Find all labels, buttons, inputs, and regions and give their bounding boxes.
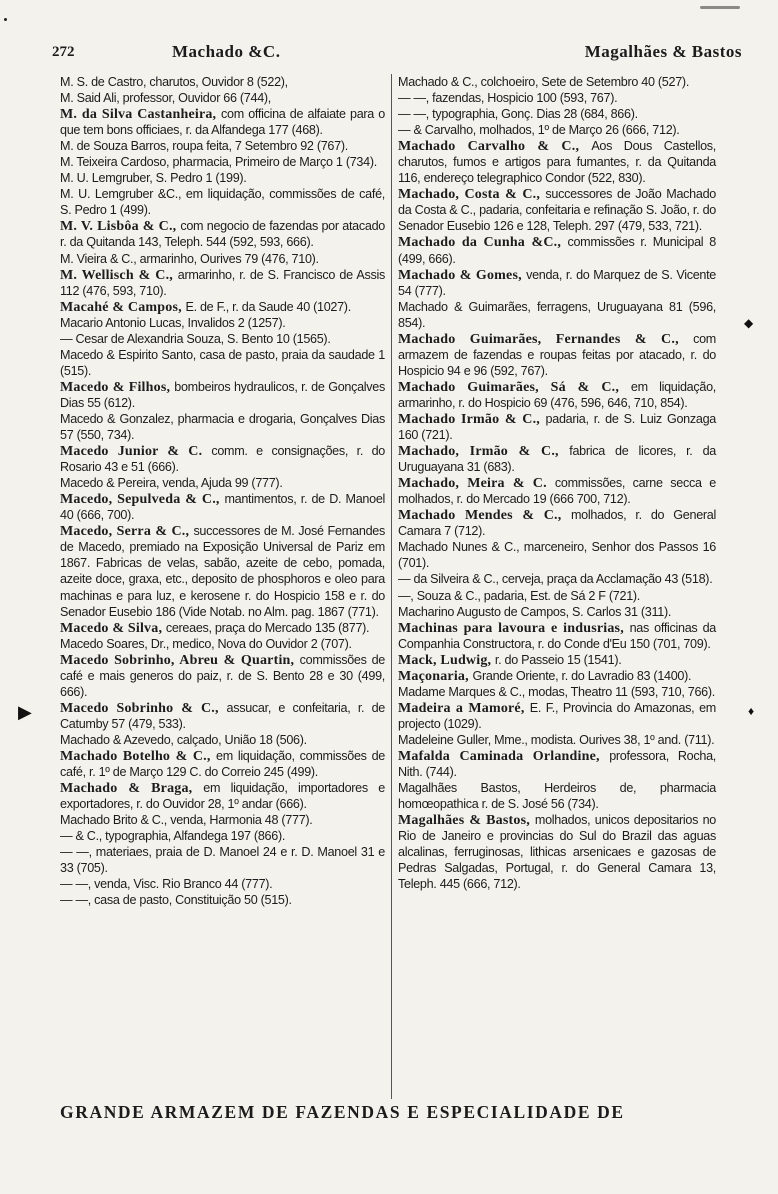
- entry-text: em liquidação, importadores e exportadores, r. do Ouvidor 28, 1º andar (666).: [60, 781, 385, 812]
- directory-entry: [60, 267, 385, 299]
- directory-entry: [398, 812, 716, 892]
- entry-text: M. Said Ali, professor, Ouvidor 66 (744),: [60, 91, 271, 106]
- entry-name: Machado Guimarães, Sá & C.,: [398, 379, 620, 395]
- entry-text: Aos Dous Castellos, charutos, fumos e artigos para fumantes, r. da Quitanda 116, endereço telegraphico Condor (522, 830).: [398, 139, 716, 186]
- margin-mark-icon: ◆: [744, 316, 754, 330]
- directory-entry: [398, 122, 716, 138]
- right-column: [398, 74, 716, 892]
- entry-text: nas officinas da Companhia Constructora, r. do Conde d'Eu 150 (701, 709).: [398, 620, 717, 651]
- entry-text: em liquidação, armarinho, r. do Hospicio 69 (476, 596, 646, 710, 854).: [398, 379, 716, 410]
- directory-entry: [60, 844, 385, 876]
- directory-entry: [398, 267, 716, 299]
- page-header: [52, 42, 742, 66]
- entry-text: Grande Oriente, r. do Lavradio 83 (1400).: [472, 668, 692, 683]
- entry-text: mantimentos, r. de D. Manoel 40 (666, 700).: [60, 492, 386, 523]
- entry-name: Machado Irmão & C.,: [398, 411, 540, 427]
- entry-text: comm. e consignações, r. do Rosario 43 e 51 (666).: [60, 444, 385, 475]
- entry-text: — da Silveira & C., cerveja, praça da Acclamação 43 (518).: [398, 572, 713, 587]
- entry-text: Macario Antonio Lucas, Invalidos 2 (1257).: [60, 315, 286, 330]
- directory-entry: [60, 106, 385, 138]
- directory-entry: [60, 218, 385, 250]
- entry-text: — —, typographia, Gonç. Dias 28 (684, 866).: [398, 107, 638, 122]
- directory-entry: [60, 90, 385, 106]
- entry-name: Magalhães & Bastos,: [398, 813, 530, 829]
- entry-text: commissões, carne secca e molhados, r. do Mercado 19 (666 700, 712).: [398, 476, 716, 507]
- directory-entry: [398, 74, 716, 90]
- entry-name: Macedo, Serra & C.,: [60, 524, 190, 540]
- directory-entry: [398, 588, 716, 604]
- entry-text: — —, casa de pasto, Constituição 50 (515).: [60, 893, 292, 908]
- directory-entry: [60, 315, 385, 331]
- scan-speckle: [700, 6, 740, 9]
- directory-entry: [60, 636, 385, 652]
- entry-text: com negocio de fazendas por atacado r. da Quitanda 143, Teleph. 544 (592, 593, 666).: [60, 219, 385, 250]
- entry-text: cereaes, praça do Mercado 135 (877).: [165, 620, 370, 635]
- left-column: [60, 74, 385, 908]
- entry-text: commissões r. Municipal 8 (499, 666).: [398, 235, 716, 266]
- directory-entry: [60, 347, 385, 379]
- directory-entry: [60, 748, 385, 780]
- margin-mark-icon: ♦: [748, 704, 755, 718]
- directory-entry: [398, 539, 716, 571]
- entry-text: Macharino Augusto de Campos, S. Carlos 31 (311).: [398, 604, 672, 619]
- entry-name: Machado, Meira & C.: [398, 476, 547, 492]
- directory-entry: [60, 331, 385, 347]
- entry-name: Macedo, Sepulveda & C.,: [60, 492, 220, 508]
- directory-entry: [60, 780, 385, 812]
- directory-entry: [60, 732, 385, 748]
- directory-entry: [60, 443, 385, 475]
- directory-entry: [398, 604, 716, 620]
- entry-name: Machado, Irmão & C.,: [398, 444, 559, 460]
- entry-text: E. de F., r. da Saude 40 (1027).: [185, 299, 351, 314]
- directory-entry: [60, 379, 385, 411]
- directory-entry: [398, 620, 716, 652]
- directory-entry: [398, 443, 716, 475]
- directory-entry: [398, 299, 716, 331]
- entry-text: molhados, r. do General Camara 7 (712).: [398, 508, 716, 539]
- directory-entry: [398, 748, 716, 780]
- directory-entry: [60, 620, 385, 636]
- entry-text: commissões de café e mais generos do paiz, r. de S. Bento 28 e 30 (499, 666).: [60, 652, 385, 699]
- entry-text: Magalhães Bastos, Herdeiros de, pharmacia homœopathica r. de S. José 56 (734).: [398, 781, 716, 812]
- entry-name: Macedo & Silva,: [60, 620, 163, 636]
- directory-entry: [398, 571, 716, 587]
- entry-text: fabrica de licores, r. da Uruguayana 31 (683).: [398, 444, 716, 475]
- entry-text: molhados, unicos depositarios no Rio de Janeiro e provincias do Sul do Brazil das aguas alcalinas, ferruginosas, lithicas arsenicaes e gazosas de Pedras Salgadas, Portugal, r. do General Camara 13, Teleph. 445 (666, 712).: [398, 813, 716, 892]
- entry-name: Machado & Braga,: [60, 781, 193, 797]
- directory-entry: [398, 507, 716, 539]
- entry-text: professora, Rocha, Nith. (744).: [398, 748, 716, 780]
- directory-entry: [398, 684, 716, 700]
- directory-entry: [60, 523, 385, 619]
- entry-text: Machado Brito & C., venda, Harmonia 48 (777).: [60, 813, 313, 828]
- entry-text: assucar, e confeitaria, r. de Catumby 57 (479, 533).: [60, 700, 386, 731]
- entry-name: M. da Silva Castanheira,: [60, 107, 217, 123]
- directory-entry: [398, 106, 716, 122]
- directory-entry: [398, 780, 716, 812]
- entry-text: M. U. Lemgruber, S. Pedro 1 (199).: [60, 171, 247, 186]
- directory-entry: [60, 154, 385, 170]
- header-right-title: Magalhães & Bastos: [584, 42, 742, 61]
- scan-speckle: [4, 18, 7, 21]
- entry-text: — —, fazendas, Hospicio 100 (593, 767).: [398, 91, 618, 106]
- directory-entry: [60, 299, 385, 315]
- entry-text: Machado Nunes & C., marceneiro, Senhor dos Passos 16 (701).: [398, 540, 716, 571]
- directory-entry: [60, 475, 385, 491]
- entry-text: E. F., Provincia do Amazonas, em projecto (1029).: [398, 700, 716, 731]
- entry-text: M. S. de Castro, charutos, Ouvidor 8 (522),: [60, 75, 288, 89]
- entry-text: — & Carvalho, molhados, 1º de Março 26 (666, 712).: [398, 123, 680, 138]
- entry-text: armarinho, r. de S. Francisco de Assis 112 (476, 593, 710).: [60, 267, 385, 298]
- entry-text: padaria, r. de S. Luiz Gonzaga 160 (721).: [398, 411, 716, 443]
- directory-entry: [398, 652, 716, 668]
- entry-name: Machado da Cunha &C.,: [398, 235, 562, 251]
- directory-entry: [60, 170, 385, 186]
- entry-text: com officina de alfaiate para o que tem bons officiaes, r. da Alfandega 177 (468).: [60, 107, 385, 138]
- entry-name: Madeira a Mamoré,: [398, 700, 525, 716]
- directory-entry: [398, 379, 716, 411]
- directory-entry: [398, 700, 716, 732]
- directory-entry: [398, 138, 716, 186]
- entry-name: Macedo & Filhos,: [60, 379, 171, 395]
- directory-entry: [60, 411, 385, 443]
- directory-entry: [60, 491, 385, 523]
- entry-text: M. de Souza Barros, roupa feita, 7 Setembro 92 (767).: [60, 139, 348, 154]
- entry-name: M. Wellisch & C.,: [60, 267, 173, 283]
- directory-entry: [60, 74, 385, 90]
- header-left-title: Machado &C.: [172, 42, 281, 61]
- directory-entry: [60, 186, 385, 218]
- directory-entry: [60, 652, 385, 700]
- entry-text: Machado & Azevedo, calçado, União 18 (506).: [60, 732, 307, 747]
- entry-name: Mack, Ludwig,: [398, 652, 492, 668]
- directory-entry: [60, 138, 385, 154]
- entry-name: Machado & Gomes,: [398, 267, 522, 283]
- directory-entry: [398, 186, 716, 234]
- entry-text: — & C., typographia, Alfandega 197 (866).: [60, 829, 286, 844]
- entry-text: Madame Marques & C., modas, Theatro 11 (593, 710, 766).: [398, 684, 715, 699]
- directory-entry: [398, 732, 716, 748]
- column-divider: [391, 74, 392, 1099]
- entry-name: Machado Guimarães, Fernandes & C.,: [398, 331, 679, 347]
- directory-entry: [398, 668, 716, 684]
- entry-text: Machado & C., colchoeiro, Sete de Setembro 40 (527).: [398, 75, 690, 89]
- entry-name: Maçonaria,: [398, 668, 469, 684]
- entry-text: Madeleine Guller, Mme., modista. Ourives 38, 1º and. (711).: [398, 732, 715, 747]
- entry-name: Macedo Junior & C.: [60, 444, 203, 460]
- entry-name: Machinas para lavoura e indusrias,: [398, 620, 624, 636]
- entry-name: Machado Carvalho & C.,: [398, 139, 580, 155]
- entry-text: venda, r. do Marquez de S. Vicente 54 (777).: [398, 267, 717, 298]
- margin-mark-icon: ▶: [18, 702, 32, 722]
- directory-entry: [60, 828, 385, 844]
- directory-entry: [60, 812, 385, 828]
- page-footer-banner: GRANDE ARMAZEM DE FAZENDAS E ESPECIALIDADE DE: [60, 1102, 625, 1122]
- entry-name: Mafalda Caminada Orlandine,: [398, 748, 600, 764]
- entry-text: em liquidação, commissões de café, r. 1º de Março 129 C. do Correio 245 (499).: [60, 748, 385, 780]
- directory-entry: [398, 475, 716, 507]
- entry-text: — Cesar de Alexandria Souza, S. Bento 10 (1565).: [60, 331, 331, 346]
- entry-text: successores de M. José Fernandes de Macedo, premiado na Exposição Universal de Pariz em 1867. Fabricas de velas, sabão, azeite de cebo, pomada, azeite doce, graxa, etc., deposito de phosphoros e oleo para machinas e para luz, e kerosene r. do Hospicio 158 e r. do Senador Eusebio 186 (Vide Notab. no Alm. pag. 1867 (771).: [60, 524, 385, 619]
- directory-entry: [60, 876, 385, 892]
- directory-entry: [398, 411, 716, 443]
- directory-entry: [60, 251, 385, 267]
- directory-entry: [398, 90, 716, 106]
- entry-name: Macahé & Campos,: [60, 299, 182, 315]
- entry-text: Macedo & Pereira, venda, Ajuda 99 (777).: [60, 476, 283, 491]
- entry-name: M. V. Lisbôa & C.,: [60, 219, 177, 235]
- entry-name: Macedo Sobrinho, Abreu & Quartin,: [60, 652, 295, 668]
- entry-text: Macedo & Espirito Santo, casa de pasto, praia da saudade 1 (515).: [60, 347, 385, 378]
- entry-text: r. do Passeio 15 (1541).: [494, 652, 622, 667]
- entry-text: bombeiros hydraulicos, r. de Gonçalves Dias 55 (612).: [60, 379, 386, 410]
- directory-entry: [60, 700, 385, 732]
- entry-name: Macedo Sobrinho & C.,: [60, 700, 219, 716]
- entry-text: M. U. Lemgruber &C., em liquidação, commissões de café, S. Pedro 1 (499).: [60, 187, 385, 218]
- entry-text: M. Vieira & C., armarinho, Ourives 79 (476, 710).: [60, 251, 319, 266]
- entry-text: Machado & Guimarães, ferragens, Uruguayana 81 (596, 854).: [398, 299, 716, 330]
- entry-text: — —, venda, Visc. Rio Branco 44 (777).: [60, 877, 273, 892]
- entry-text: M. Teixeira Cardoso, pharmacia, Primeiro de Março 1 (734).: [60, 155, 377, 170]
- entry-text: — —, materiaes, praia de D. Manoel 24 e r. D. Manoel 31 e 33 (705).: [60, 845, 385, 876]
- directory-entry: [398, 331, 716, 379]
- entry-name: Machado, Costa & C.,: [398, 187, 541, 203]
- page-number: 272: [52, 44, 75, 60]
- entry-name: Machado Mendes & C.,: [398, 508, 562, 524]
- entry-name: Machado Botelho & C.,: [60, 748, 211, 764]
- entry-text: successores de João Machado da Costa & C., padaria, confeitaria e refinação S. João, r. do Senador Eusebio 126 e 128, Teleph. 297 (479, 533, 721).: [398, 187, 716, 234]
- entry-text: Macedo Soares, Dr., medico, Nova do Ouvidor 2 (707).: [60, 636, 352, 651]
- entry-text: com armazem de fazendas e roupas feitas por atacado, r. do Hospicio 94 e 96 (592, 767).: [398, 331, 716, 378]
- directory-entry: [60, 892, 385, 908]
- entry-text: —, Souza & C., padaria, Est. de Sá 2 F (721).: [398, 588, 640, 603]
- entry-text: Macedo & Gonzalez, pharmacia e drogaria, Gonçalves Dias 57 (550, 734).: [60, 411, 385, 443]
- directory-entry: [398, 234, 716, 266]
